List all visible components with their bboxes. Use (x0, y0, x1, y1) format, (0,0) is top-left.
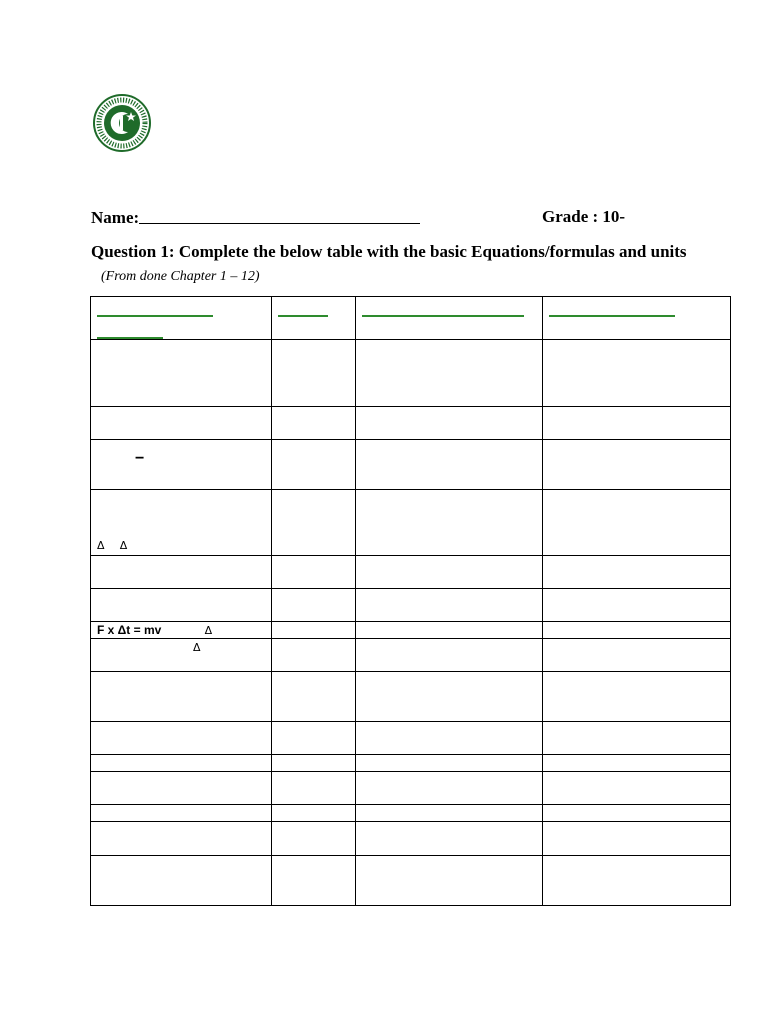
table-cell[interactable] (543, 772, 731, 805)
table-cell[interactable] (543, 722, 731, 755)
delta-symbol: Δ (97, 539, 105, 552)
name-field (91, 207, 420, 228)
question-note: (From done Chapter 1 – 12) (101, 269, 260, 284)
table-cell[interactable] (91, 639, 272, 672)
table-cell[interactable] (356, 440, 543, 490)
table-cell[interactable] (272, 722, 356, 755)
equations-table (90, 296, 731, 906)
table-row (91, 639, 731, 672)
table-cell[interactable] (91, 822, 272, 856)
table-cell[interactable] (272, 340, 356, 407)
header-underline (362, 315, 524, 317)
table-cell[interactable] (91, 556, 272, 589)
table-row (91, 722, 731, 755)
table-cell[interactable] (543, 490, 731, 556)
question-text: Question 1: Complete the below table with the basic Equations/formulas and units (91, 242, 687, 261)
table-cell[interactable] (272, 440, 356, 490)
table-cell[interactable] (356, 490, 543, 556)
table-cell[interactable] (272, 589, 356, 622)
table-cell[interactable] (356, 672, 543, 722)
table-cell[interactable] (543, 672, 731, 722)
school-logo-icon (93, 94, 151, 152)
table-cell[interactable] (272, 856, 356, 906)
header-underline (549, 315, 675, 317)
table-row (91, 755, 731, 772)
header-underline (97, 315, 213, 317)
table-cell[interactable] (356, 822, 543, 856)
table-cell[interactable] (91, 755, 272, 772)
table-row (91, 672, 731, 722)
name-label: Name: (91, 208, 140, 227)
table-row (91, 490, 731, 556)
header-cell-1 (91, 297, 272, 340)
table-cell[interactable] (356, 556, 543, 589)
table-cell[interactable] (356, 622, 543, 639)
delta-symbol: Δ (204, 624, 213, 637)
table-cell[interactable] (543, 639, 731, 672)
header-cell-4 (543, 297, 731, 340)
table-cell[interactable] (543, 856, 731, 906)
header-underline (278, 315, 328, 317)
table-cell[interactable] (356, 722, 543, 755)
table-cell[interactable] (272, 639, 356, 672)
table-header-row (91, 297, 731, 340)
table-row (91, 556, 731, 589)
table-row (91, 805, 731, 822)
table-cell[interactable] (91, 622, 272, 639)
table-cell[interactable] (91, 856, 272, 906)
table-cell[interactable] (272, 805, 356, 822)
question-block (91, 240, 691, 288)
delta-symbol: Δ (193, 641, 201, 654)
table-cell[interactable] (272, 772, 356, 805)
minus-symbol: − (135, 450, 145, 467)
table-cell[interactable] (543, 805, 731, 822)
table-cell[interactable] (543, 440, 731, 490)
table-cell[interactable] (356, 407, 543, 440)
table-row (91, 772, 731, 805)
table-cell[interactable] (543, 407, 731, 440)
table-cell[interactable] (91, 440, 272, 490)
header-cell-3 (356, 297, 543, 340)
table-cell[interactable] (272, 672, 356, 722)
table-cell[interactable] (356, 805, 543, 822)
table-cell[interactable] (272, 822, 356, 856)
table-cell[interactable] (272, 622, 356, 639)
table-cell[interactable] (543, 340, 731, 407)
table-row (91, 340, 731, 407)
table-cell[interactable] (543, 822, 731, 856)
table-cell[interactable] (272, 556, 356, 589)
table-cell[interactable] (91, 490, 272, 556)
table-cell[interactable] (91, 407, 272, 440)
table-cell[interactable] (543, 755, 731, 772)
momentum-formula: F x Δt = mv (97, 623, 162, 637)
grade-label: Grade : 10- (542, 207, 626, 226)
table-row (91, 856, 731, 906)
table-cell[interactable] (91, 722, 272, 755)
table-cell[interactable] (356, 755, 543, 772)
delta-symbol: Δ (119, 539, 128, 552)
name-blank-line[interactable] (139, 207, 420, 224)
table-cell[interactable] (272, 407, 356, 440)
table-cell[interactable] (91, 340, 272, 407)
table-cell[interactable] (91, 589, 272, 622)
table-row (91, 440, 731, 490)
table-cell[interactable] (91, 772, 272, 805)
table-cell[interactable] (356, 772, 543, 805)
table-row (91, 407, 731, 440)
table-cell[interactable] (91, 672, 272, 722)
table-cell[interactable] (91, 805, 272, 822)
table-cell[interactable] (543, 589, 731, 622)
table-cell[interactable] (356, 589, 543, 622)
table-row (91, 822, 731, 856)
table-cell[interactable] (356, 856, 543, 906)
header-cell-2 (272, 297, 356, 340)
table-cell[interactable] (356, 340, 543, 407)
table-cell[interactable] (356, 639, 543, 672)
table-cell[interactable] (543, 622, 731, 639)
table-row (91, 589, 731, 622)
table-row (91, 622, 731, 639)
table-cell[interactable] (272, 490, 356, 556)
table-cell[interactable] (543, 556, 731, 589)
table-cell[interactable] (272, 755, 356, 772)
